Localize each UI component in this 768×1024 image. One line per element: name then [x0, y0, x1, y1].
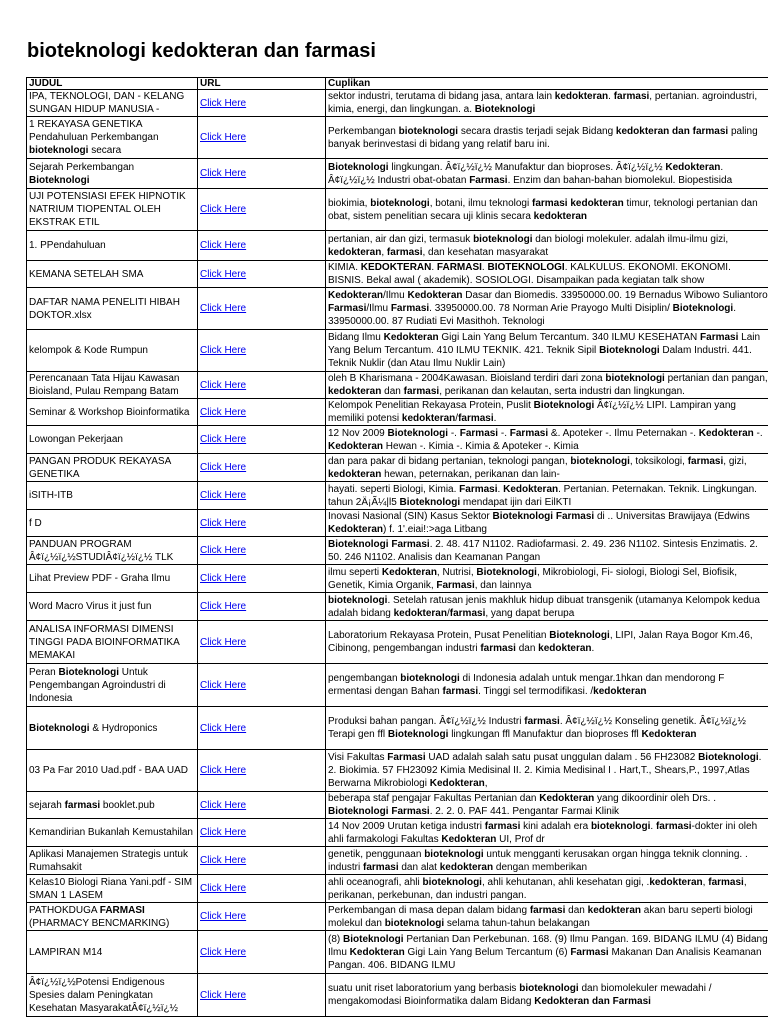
keyword-highlight: Kedokteran: [441, 833, 497, 845]
keyword-highlight: bioteknologi: [590, 820, 651, 832]
click-here-link[interactable]: Click Here: [200, 855, 247, 866]
keyword-highlight: farmasi: [524, 716, 560, 727]
keyword-highlight: Farmasi: [459, 483, 498, 495]
keyword-highlight: Kedokteran: [328, 290, 384, 301]
row-judul: Sejarah Perkembangan Bioteknologi: [27, 159, 198, 189]
keyword-highlight: kedokteran dan farmasi: [615, 125, 729, 137]
row-url-cell: [198, 482, 326, 510]
click-here-link[interactable]: Click Here: [200, 517, 247, 529]
keyword-highlight: KEDOKTERAN: [360, 262, 432, 273]
row-url-cell: [198, 974, 326, 1017]
row-judul: Â¢ï¿½ï¿½Potensi Endigenous Spesies dalam Peningkatan Kesehatan MasyarakatÂ¢ï¿½ï¿½: [27, 974, 198, 1017]
click-here-link[interactable]: Click Here: [200, 799, 247, 811]
row-cuplikan: hayati. seperti Biologi, Kimia. Farmasi. Kedokteran. Pertanian. Peternakan. Teknik. Lingkungan. tahun 2Ä¡Ã¼|l5 Bioteknologi mendapat ijin dari EilKTI: [326, 482, 768, 510]
row-judul: Aplikasi Manajemen Strategis untuk Rumahsakit: [27, 847, 198, 875]
row-url-cell: [198, 903, 326, 931]
row-url-cell: [198, 621, 326, 664]
keyword-highlight: kedokteran: [554, 91, 609, 102]
row-url-cell: [198, 159, 326, 189]
click-here-link[interactable]: Click Here: [200, 132, 247, 143]
keyword-highlight: Bioteknologi: [328, 161, 389, 173]
keyword-highlight: bioteknologi: [384, 917, 445, 929]
row-judul: Kelas10 Biologi Riana Yani.pdf - SIM SMAN 1 LASEM: [27, 875, 198, 903]
row-judul: 03 Pa Far 2010 Uad.pdf - BAA UAD: [27, 750, 198, 792]
click-here-link[interactable]: Click Here: [200, 946, 247, 958]
row-judul: 1. PPendahuluan: [27, 231, 198, 261]
keyword-highlight: Bioteknologi Farmasi: [492, 511, 595, 522]
click-here-link[interactable]: Click Here: [200, 168, 247, 179]
row-url-cell: [198, 750, 326, 792]
keyword-highlight: kedokteran: [328, 386, 382, 397]
click-here-link[interactable]: Click Here: [200, 601, 247, 612]
row-cuplikan: Produksi bahan pangan. Â¢ï¿½ï¿½ Industri farmasi. Â¢ï¿½ï¿½ Konseling genetik. Â¢ï¿½ï¿½ Terapi gen ffl Bioteknologi lingkungan ffl Manufaktur dan bioproses ffl Kedokteran: [326, 707, 768, 750]
row-url-cell: [198, 189, 326, 231]
keyword-highlight: farmasi: [480, 643, 516, 654]
keyword-highlight: bioteknologi: [370, 197, 430, 209]
keyword-highlight: kedokteran: [593, 686, 647, 697]
keyword-highlight: farmasi: [655, 820, 692, 832]
row-cuplikan: Bioteknologi Farmasi. 2. 48. 417 N1102. Radiofarmasi. 2. 49. 236 N1102. Sintesis Enzimatis. 2. 50. 246 N1102. Analisis dan Keamanan Pangan: [326, 537, 768, 565]
keyword-highlight: Farmasi: [700, 332, 739, 343]
click-here-link[interactable]: Click Here: [200, 379, 247, 391]
keyword-highlight: farmasi: [386, 246, 423, 258]
click-here-link[interactable]: Click Here: [200, 406, 247, 418]
keyword-highlight: kedokteran: [401, 413, 456, 424]
row-cuplikan: Laboratorium Rekayasa Protein, Pusat Penelitian Bioteknologi, LIPI, Jalan Raya Bogor Km.46, Cibinong, pengembangan industri farmasi dan kedokteran.: [326, 621, 768, 664]
row-cuplikan: Inovasi Nasional (SIN) Kasus Sektor Bioteknologi Farmasi di .. Universitas Brawijaya (Edwins Kedokteran) f. 1'.eiai!:>aga Litbang: [326, 510, 768, 537]
keyword-highlight: Kedokteran: [407, 290, 463, 301]
click-here-link[interactable]: Click Here: [200, 204, 247, 215]
keyword-highlight: Farmasi: [570, 946, 609, 958]
row-judul: Kemandirian Bukanlah Kemustahilan: [27, 819, 198, 847]
row-cuplikan: genetik, penggunaan bioteknologi untuk mengganti kerusakan organ hingga teknik clonning. . industri farmasi dan alat kedokteran dengan memberikan: [326, 847, 768, 875]
click-here-link[interactable]: Click Here: [200, 490, 247, 501]
click-here-link[interactable]: Click Here: [200, 345, 247, 356]
keyword-highlight: Bioteknologi Farmasi: [328, 538, 430, 550]
row-judul: 1 REKAYASA GENETIKA Pendahuluan Perkembangan bioteknologi secara: [27, 117, 198, 159]
table-row: [27, 537, 768, 565]
keyword-highlight: Bioteknologi: [698, 752, 759, 763]
keyword-highlight: Farmasi: [459, 427, 499, 439]
click-here-link[interactable]: Click Here: [200, 911, 247, 922]
row-cuplikan: pengembangan bioteknologi di Indonesia adalah untuk mengar.1hkan dan mendorong F ermentasi dengan Bahan farmasi. Tinggi sel termodifikasi. /kedokteran: [326, 664, 768, 707]
keyword-highlight: Farmasi: [469, 174, 508, 186]
click-here-link[interactable]: Click Here: [200, 545, 247, 556]
keyword-highlight: farmasi: [449, 607, 486, 619]
keyword-highlight: Bioteknologi: [29, 722, 90, 734]
keyword-highlight: kedokteran: [328, 246, 382, 258]
row-cuplikan: Visi Fakultas Farmasi UAD adalah salah satu pusat unggulan dalam . 56 FH23082 Bioteknologi. 2. Biokimia. 57 FH23092 Kimia Medisinal II. 2. Kimia Medisinal I . Hart,T., Shears,P., 1997,Atlas Berwarna Mikrobiologi Kedokteran,: [326, 750, 768, 792]
click-here-link[interactable]: Click Here: [200, 97, 247, 109]
table-row: [27, 847, 768, 875]
table-row: [27, 261, 768, 288]
row-cuplikan: ahli oceanografi, ahli bioteknologi, ahli kehutanan, ahli kesehatan gigi, .kedokteran, farmasi, perikanan, perkebunan, dan industri pangan.: [326, 875, 768, 903]
row-judul: Peran Bioteknologi Untuk Pengembangan Agroindustri di Indonesia: [27, 664, 198, 707]
row-cuplikan: ilmu seperti Kedokteran, Nutrisi, Bioteknologi, Mikrobiologi, Fi- siologi, Biologi Sel, Biofisik, Genetik, Kimia Organik, Farmasi, dan lainnya: [326, 565, 768, 593]
keyword-highlight: Kedokteran: [429, 778, 485, 789]
row-cuplikan: suatu unit riset laboratorium yang berbasis bioteknologi dan biomolekuler mewadahi / mengakomodasi Bioinformatika dalam Bidang Kedokteran dan Farmasi: [326, 974, 768, 1017]
click-here-link[interactable]: Click Here: [200, 268, 247, 280]
row-url-cell: [198, 90, 326, 117]
table-row: [27, 931, 768, 974]
keyword-highlight: farmasi: [363, 861, 399, 873]
keyword-highlight: kedokteran: [587, 904, 641, 916]
table-row: [27, 288, 768, 330]
table-row: [27, 903, 768, 931]
table-row: [27, 189, 768, 231]
keyword-highlight: farmasi: [708, 876, 744, 888]
table-row: [27, 664, 768, 707]
keyword-highlight: farmasi: [64, 799, 101, 811]
keyword-highlight: Bioteknologi: [533, 400, 595, 411]
row-cuplikan: 14 Nov 2009 Urutan ketiga industri farmasi kini adalah era bioteknologi. farmasi-dokter ini oleh ahli farmakologi Fakultas Kedokteran UI, Prof dr: [326, 819, 768, 847]
keyword-highlight: kedokteran: [649, 876, 703, 888]
keyword-highlight: bioteknologi: [400, 673, 460, 684]
row-cuplikan: KIMIA. KEDOKTERAN. FARMASI. BIOTEKNOLOGI. KALKULUS. EKONOMI. EKONOMI. BISNIS. Bekal awal ( akademik). SOSIOLOGI. Disampaikan pada kegiatan talk show: [326, 261, 768, 288]
row-url-cell: [198, 288, 326, 330]
table-row: [27, 974, 768, 1017]
row-url-cell: [198, 707, 326, 750]
header-judul: JUDUL: [27, 78, 198, 90]
row-url-cell: [198, 330, 326, 372]
keyword-highlight: kedokteran: [328, 468, 382, 480]
row-judul: PANDUAN PROGRAM Â¢ï¿½ï¿½STUDIÂ¢ï¿½ï¿½ TLK: [27, 537, 198, 565]
table-row: [27, 482, 768, 510]
table-row: [27, 707, 768, 750]
table-row: [27, 454, 768, 482]
row-cuplikan: bioteknologi. Setelah ratusan jenis makhluk hidup dibuat transgenik (utamanya Kelompok kedua adalah bidang kedokteran/farmasi, yang dapat berupa: [326, 593, 768, 621]
keyword-highlight: bioteknologi: [519, 983, 579, 994]
row-cuplikan: dan para pakar di bidang pertanian, teknologi pangan, bioteknologi, toksikologi, farmasi, gizi, kedokteran hewan, peternakan, perikanan dan lain-: [326, 454, 768, 482]
keyword-highlight: Kedokteran: [665, 161, 721, 173]
row-judul: kelompok & Kode Rumpun: [27, 330, 198, 372]
click-here-link[interactable]: Click Here: [200, 434, 247, 445]
table-row: [27, 330, 768, 372]
click-here-link[interactable]: Click Here: [200, 240, 247, 251]
row-url-cell: [198, 565, 326, 593]
click-here-link[interactable]: Click Here: [200, 679, 247, 691]
table-row: [27, 593, 768, 621]
table-row: [27, 159, 768, 189]
row-cuplikan: biokimia, bioteknologi, botani, ilmu teknologi farmasi kedokteran timur, teknologi pertanian dan obat, sistem penelitian secara uji klinis secara kedokteran: [326, 189, 768, 231]
table-row: [27, 792, 768, 819]
row-judul: DAFTAR NAMA PENELITI HIBAH DOKTOR.xlsx: [27, 288, 198, 330]
keyword-highlight: farmasi: [442, 686, 479, 697]
row-url-cell: [198, 454, 326, 482]
keyword-highlight: Bioteknologi: [29, 174, 90, 186]
click-here-link[interactable]: Click Here: [200, 303, 247, 314]
keyword-highlight: BIOTEKNOLOGI: [487, 262, 565, 273]
table-row: [27, 621, 768, 664]
table-row: [27, 510, 768, 537]
row-judul: LAMPIRAN M14: [27, 931, 198, 974]
row-judul: f D: [27, 510, 198, 537]
row-cuplikan: Bioteknologi lingkungan. Â¢ï¿½ï¿½ Manufaktur dan bioproses. Â¢ï¿½ï¿½ Kedokteran. Â¢ï¿½ï¿½ Industri obat-obatan Farmasi. Enzim dan bahan-bahan biomolekul. Biopestisida: [326, 159, 768, 189]
keyword-highlight: Farmasi: [387, 752, 426, 763]
row-judul: IPA, TEKNOLOGI, DAN - KELANG SUNGAN HIDUP MANUSIA -: [27, 90, 198, 117]
keyword-highlight: Kedokteran: [381, 566, 437, 578]
row-judul: ANALISA INFORMASI DIMENSI TINGGI PADA BIOINFORMATIKA MEMAKAI: [27, 621, 198, 664]
row-cuplikan: Perkembangan di masa depan dalam bidang farmasi dan kedokteran akan baru seperti biologi molekul dan bioteknologi selama tahun-tahun belakangan: [326, 903, 768, 931]
keyword-highlight: FARMASI: [99, 904, 145, 916]
row-judul: PANGAN PRODUK REKAYASA GENETIKA: [27, 454, 198, 482]
click-here-link[interactable]: Click Here: [200, 989, 247, 1001]
keyword-highlight: farmasi: [613, 91, 650, 102]
row-url-cell: [198, 399, 326, 426]
keyword-highlight: Bioteknologi: [599, 345, 660, 356]
keyword-highlight: Farmasi: [390, 303, 430, 314]
keyword-highlight: kedokteran: [538, 643, 592, 654]
keyword-highlight: Bioteknologi: [474, 104, 536, 115]
row-cuplikan: Perkembangan bioteknologi secara drastis terjadi sejak Bidang kedokteran dan farmasi paling banyak berinvestasi di bidang yang relatif baru ini.: [326, 117, 768, 159]
keyword-highlight: kedokteran: [533, 210, 588, 222]
click-here-link[interactable]: Click Here: [200, 765, 247, 776]
row-cuplikan: beberapa staf pengajar Fakultas Pertanian dan Kedokteran yang dikoordinir oleh Drs. . Bioteknologi Farmasi. 2. 2. 0. PAF 441. Pengantar Farmai Klinik: [326, 792, 768, 819]
row-url-cell: [198, 664, 326, 707]
row-judul: UJI POTENSIASI EFEK HIPNOTIK NATRIUM TIOPENTAL OLEH EKSTRAK ETIL: [27, 189, 198, 231]
table-body: [27, 90, 768, 1017]
table-row: [27, 117, 768, 159]
keyword-highlight: bioteknologi: [424, 848, 484, 860]
row-judul: Seminar & Workshop Bioinformatika: [27, 399, 198, 426]
row-judul: KEMANA SETELAH SMA: [27, 261, 198, 288]
keyword-highlight: kedokteran: [393, 607, 447, 619]
keyword-highlight: farmasi: [484, 820, 521, 832]
row-url-cell: [198, 372, 326, 399]
row-judul: Lowongan Pekerjaan: [27, 426, 198, 454]
header-cuplikan: Cuplikan: [326, 78, 768, 90]
keyword-highlight: Kedokteran dan Farmasi: [534, 996, 651, 1007]
row-url-cell: [198, 819, 326, 847]
table-row: [27, 565, 768, 593]
keyword-highlight: Kedokteran: [503, 483, 559, 495]
keyword-highlight: Kedokteran: [698, 427, 754, 439]
keyword-highlight: farmasi: [458, 413, 494, 424]
click-here-link[interactable]: Click Here: [200, 827, 247, 838]
keyword-highlight: bioteknologi: [29, 145, 89, 156]
keyword-highlight: Bioteknologi: [549, 630, 610, 641]
keyword-highlight: Kedokteran: [383, 332, 439, 343]
keyword-highlight: farmasi: [687, 455, 724, 467]
keyword-highlight: Bioteknologi: [343, 933, 404, 945]
row-cuplikan: sektor industri, terutama di bidang jasa, antara lain kedokteran. farmasi, pertanian. agroindustri, kimia, energi, dan lingkungan. a. Bioteknologi: [326, 90, 768, 117]
row-cuplikan: oleh B Kharismana - 2004Kawasan. Bioisland terdiri dari zona bioteknologi pertanian dan pangan, kedokteran dan farmasi, perikanan dan kelautan, serta industri dan lingkungan.: [326, 372, 768, 399]
keyword-highlight: farmasi: [529, 904, 566, 916]
row-judul: sejarah farmasi booklet.pub: [27, 792, 198, 819]
keyword-highlight: bioteknologi: [473, 233, 533, 245]
keyword-highlight: bioteknologi: [422, 876, 482, 888]
keyword-highlight: Bioteknologi: [399, 496, 461, 508]
row-judul: Bioteknologi & Hydroponics: [27, 707, 198, 750]
row-judul: Word Macro Virus it just fun: [27, 593, 198, 621]
row-url-cell: [198, 537, 326, 565]
click-here-link[interactable]: Click Here: [200, 722, 247, 734]
row-url-cell: [198, 261, 326, 288]
row-judul: iSITH-ITB: [27, 482, 198, 510]
table-row: [27, 875, 768, 903]
row-url-cell: [198, 931, 326, 974]
keyword-highlight: farmasi: [403, 386, 440, 397]
row-cuplikan: 12 Nov 2009 Bioteknologi -. Farmasi -. Farmasi &. Apoteker -. Ilmu Peternakan -. Kedokteran -. Kedokteran Hewan -. Kimia -. Kimia & Apoteker -. Kimia: [326, 426, 768, 454]
keyword-highlight: Kedokteran: [328, 524, 384, 535]
table-row: [27, 90, 768, 117]
row-cuplikan: pertanian, air dan gizi, termasuk bioteknologi dan biologi molekuler. adalah ilmu-ilmu gizi, kedokteran, farmasi, dan kesehatan masyarakat: [326, 231, 768, 261]
row-judul: Perencanaan Tata Hijau Kawasan Bioisland, Pulau Rempang Batam: [27, 372, 198, 399]
row-judul: Lihat Preview PDF - Graha Ilmu: [27, 565, 198, 593]
table-row: [27, 819, 768, 847]
row-url-cell: [198, 593, 326, 621]
keyword-highlight: Kedokteran: [539, 793, 595, 804]
row-url-cell: [198, 426, 326, 454]
keyword-highlight: kedokteran: [439, 861, 494, 873]
keyword-highlight: Bioteknologi Farmasi: [328, 806, 430, 817]
keyword-highlight: Farmasi: [436, 579, 475, 591]
click-here-link[interactable]: Click Here: [200, 883, 247, 894]
header-url: URL: [198, 78, 326, 90]
click-here-link[interactable]: Click Here: [200, 573, 247, 584]
keyword-highlight: FARMASI: [436, 262, 482, 273]
click-here-link[interactable]: Click Here: [200, 636, 247, 648]
keyword-highlight: Bioteknologi: [387, 427, 449, 439]
results-table: [26, 77, 768, 1017]
row-url-cell: [198, 117, 326, 159]
keyword-highlight: bioteknologi: [398, 125, 459, 137]
row-judul: PATHOKDUGA FARMASI (PHARMACY BENCMARKING): [27, 903, 198, 931]
table-row: [27, 426, 768, 454]
row-cuplikan: Bidang Ilmu Kedokteran Gigi Lain Yang Belum Tercantum. 340 ILMU KESEHATAN Farmasi Lain Yang Belum Tercantum. 410 ILMU TEKNIK. 421. Teknik Sipil Bioteknologi Dalam Industri. 441. Teknik Nuklir (dan Atau Ilmu Nuklir Lain): [326, 330, 768, 372]
row-cuplikan: Kelompok Penelitian Rekayasa Protein, Puslit Bioteknologi Â¢ï¿½ï¿½ LIPI. Lampiran yang memiliki potensi kedokteran/farmasi.: [326, 399, 768, 426]
keyword-highlight: Bioteknologi: [476, 566, 537, 578]
row-url-cell: [198, 231, 326, 261]
row-url-cell: [198, 847, 326, 875]
keyword-highlight: Kedokteran: [349, 946, 405, 958]
table-row: [27, 750, 768, 792]
keyword-highlight: Kedokteran: [328, 440, 384, 452]
keyword-highlight: Farmasi: [328, 303, 367, 314]
table-row: [27, 231, 768, 261]
row-cuplikan: (8) Bioteknologi Pertanian Dan Perkebunan. 168. (9) Ilmu Pangan. 169. BIDANG ILMU (4) Bidang Ilmu Kedokteran Gigi Lain Yang Belum Tercantum (6) Farmasi Makanan Dan Analisis Keamanan Pangan. 406. BIDANG ILMU: [326, 931, 768, 974]
row-url-cell: [198, 510, 326, 537]
table-row: [27, 399, 768, 426]
row-cuplikan: Kedokteran/Ilmu Kedokteran Dasar dan Biomedis. 33950000.00. 19 Bernadus Wibowo Suliantoro Farmasi/Ilmu Farmasi. 33950000.00. 78 Norman Arie Prayogo Multi Disiplin/ Bioteknologi. 33950000.00. 87 Rudiati Evi Masithoh. Teknologi: [326, 288, 768, 330]
click-here-link[interactable]: Click Here: [200, 462, 247, 473]
keyword-highlight: Bioteknologi: [387, 729, 449, 740]
keyword-highlight: Kedokteran: [641, 729, 697, 740]
page-title: bioteknologi kedokteran dan farmasi: [27, 40, 376, 62]
row-url-cell: [198, 792, 326, 819]
keyword-highlight: farmasi kedokteran: [531, 197, 624, 209]
keyword-highlight: Bioteknologi: [58, 666, 120, 678]
keyword-highlight: bioteknologi: [570, 455, 630, 467]
keyword-highlight: bioteknologi: [328, 594, 388, 606]
table-row: [27, 372, 768, 399]
row-url-cell: [198, 875, 326, 903]
keyword-highlight: Bioteknologi: [672, 303, 734, 314]
table-header-row: [27, 78, 768, 90]
keyword-highlight: bioteknologi: [605, 373, 665, 384]
keyword-highlight: Farmasi: [509, 427, 549, 439]
